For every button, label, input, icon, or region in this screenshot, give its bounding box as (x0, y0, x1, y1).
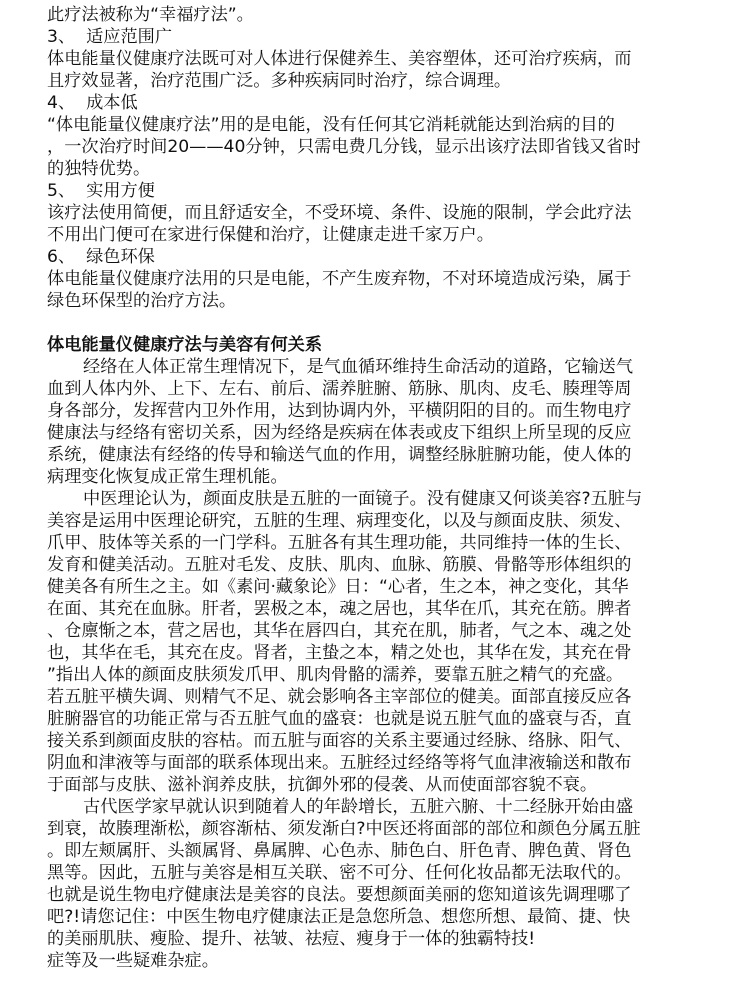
paragraph-1-line: 身各部分，发挥营内卫外作用，达到协调内外，平横阴阳的目的。而生物电疗 (47, 401, 632, 421)
section-6-title: 6、 绿色环保 (47, 247, 155, 267)
paragraph-3-line: 也就是说生物电疗健康法是美容的良法。要想颜面美丽的您知道该先调理哪了 (47, 885, 632, 905)
section-5-line-1: 该疗法使用简便，而且舒适安全，不受环境、条件、设施的限制，学会此疗法 (47, 203, 632, 223)
paragraph-3-line: 古代医学家早就认识到随着人的年龄增长，五脏六腑、十二经脉开始由盛 (83, 797, 634, 817)
paragraph-2-line: 发育和健美活动。五脏对毛发、皮肤、肌肉、血脉、筋膜、骨骼等形体组织的 (47, 555, 632, 575)
paragraph-3-line: 吧?!请您记住：中医生物电疗健康法正是急您所急、想您所想、最简、捷、快 (47, 907, 631, 927)
section-4-title: 4、 成本低 (47, 93, 138, 113)
paragraph-2-line: 脏腑器官的功能正常与否五脏气血的盛衰：也就是说五脏气血的盛衰与否，直 (47, 709, 632, 729)
paragraph-2-line: 于面部与皮肤、滋补润养皮肤，抗御外邪的侵袭、从而使面部容貌不衰。 (47, 775, 598, 795)
section-3-title: 3、 适应范围广 (47, 27, 173, 47)
article-heading: 体电能量仪健康疗法与美容有何关系 (47, 335, 323, 355)
paragraph-2-line: 美容是运用中医理论研究，五脏的生理、病理变化，以及与颜面皮肤、须发、 (47, 511, 632, 531)
paragraph-1-line: 病理变化恢复成正常生理机能。 (47, 467, 288, 487)
paragraph-1-line: 系统，健康法有经络的传导和输送气血的作用，调整经脉脏腑功能，使人体的 (47, 445, 632, 465)
top-fragment-line: 此疗法被称为“幸福疗法”。 (47, 5, 254, 25)
section-5-line-2: 不用出门便可在家进行保健和治疗，让健康走进千家万户。 (47, 225, 494, 245)
paragraph-2-line: 、仓廪惭之本，营之居也，其华在唇四白，其充在肌，肺者，气之本、魂之处 (47, 621, 632, 641)
paragraph-2-line: 爪甲、肢体等关系的一门学科。五脏各有其生理功能，共同维持一体的生长、 (47, 533, 632, 553)
section-6-line-1: 体电能量仪健康疗法用的只是电能，不产生废弃物，不对环境造成污染，属于 (47, 269, 632, 289)
section-3-line-2: 且疗效显著，治疗范围广泛。多种疾病同时治疗，综合调理。 (47, 71, 512, 91)
paragraph-2-line: 也，其华在毛，其充在皮。肾者，主蛰之本，精之处也，其华在发，其充在骨 (47, 643, 632, 663)
paragraph-1-line: 血到人体内外、上下、左右、前后、濡养脏腑、筋脉、肌肉、皮毛、腠理等周 (47, 379, 632, 399)
paragraph-1-line: 经络在人体正常生理情况下，是气血循环维持生命活动的道路，它输送气 (83, 357, 634, 377)
section-5-title: 5、 实用方便 (47, 181, 155, 201)
paragraph-2-line: 健美各有所生之主。如《素问·藏象论》日：“心者，生之本，神之变化，其华 (47, 577, 629, 597)
section-4-line-3: 的独特优势。 (47, 159, 151, 179)
paragraph-3-line: 到衰，故腠理渐松，颜容渐枯、须发渐白?中医还将面部的部位和颜色分属五脏 (47, 819, 641, 839)
paragraph-3-line: 。即左颊属肝、头额属肾、鼻属脾、心色赤、肺色白、肝色青、脾色黄、肾色 (47, 841, 632, 861)
section-4-line-1: “体电能量仪健康疗法”用的是电能，没有任何其它消耗就能达到治病的目的 (47, 115, 615, 135)
paragraph-3-line: 的美丽肌肤、瘦脸、提升、祛皱、祛痘、瘦身于一体的独霸特技! (47, 929, 536, 949)
paragraph-2-line: 阴血和津液等与面部的联系体现出来。五脏经过经络等将气血津液输送和散布 (47, 753, 632, 773)
section-6-line-2: 绿色环保型的治疗方法。 (47, 291, 237, 311)
paragraph-1-line: 健康法与经络有密切关系，因为经络是疾病在体表或皮下组织上所呈现的反应 (47, 423, 632, 443)
paragraph-2-line: 接关系到颜面皮肤的容枯。而五脏与面容的关系主要通过经脉、络脉、阳气、 (47, 731, 632, 751)
paragraph-2-line: 若五脏平横失调、则精气不足、就会影响各主宰部位的健美。面部直接反应各 (47, 687, 632, 707)
paragraph-2-line: 中医理论认为，颜面皮肤是五脏的一面镜子。没有健康又何谈美容?五脏与 (83, 489, 643, 509)
section-4-line-2: ，一次治疗时间20——40分钟，只需电费几分钱，显示出该疗法即省钱又省时 (47, 137, 641, 157)
section-3-line-1: 体电能量仪健康疗法既可对人体进行保健养生、美容塑体，还可治疗疾病，而 (47, 49, 632, 69)
paragraph-3-line: 黑等。因此，五脏与美容是相互关联、密不可分、任何化妆品都无法取代的。 (47, 863, 632, 883)
paragraph-3-line: 症等及一些疑难杂症。 (47, 951, 219, 971)
paragraph-2-line: 在面、其充在血脉。肝者，罢极之本，魂之居也，其华在爪，其充在筋。脾者 (47, 599, 632, 619)
paragraph-2-line: ”指出人体的颜面皮肤须发爪甲、肌肉骨骼的濡养，要靠五脏之精气的充盛。 (47, 665, 624, 685)
